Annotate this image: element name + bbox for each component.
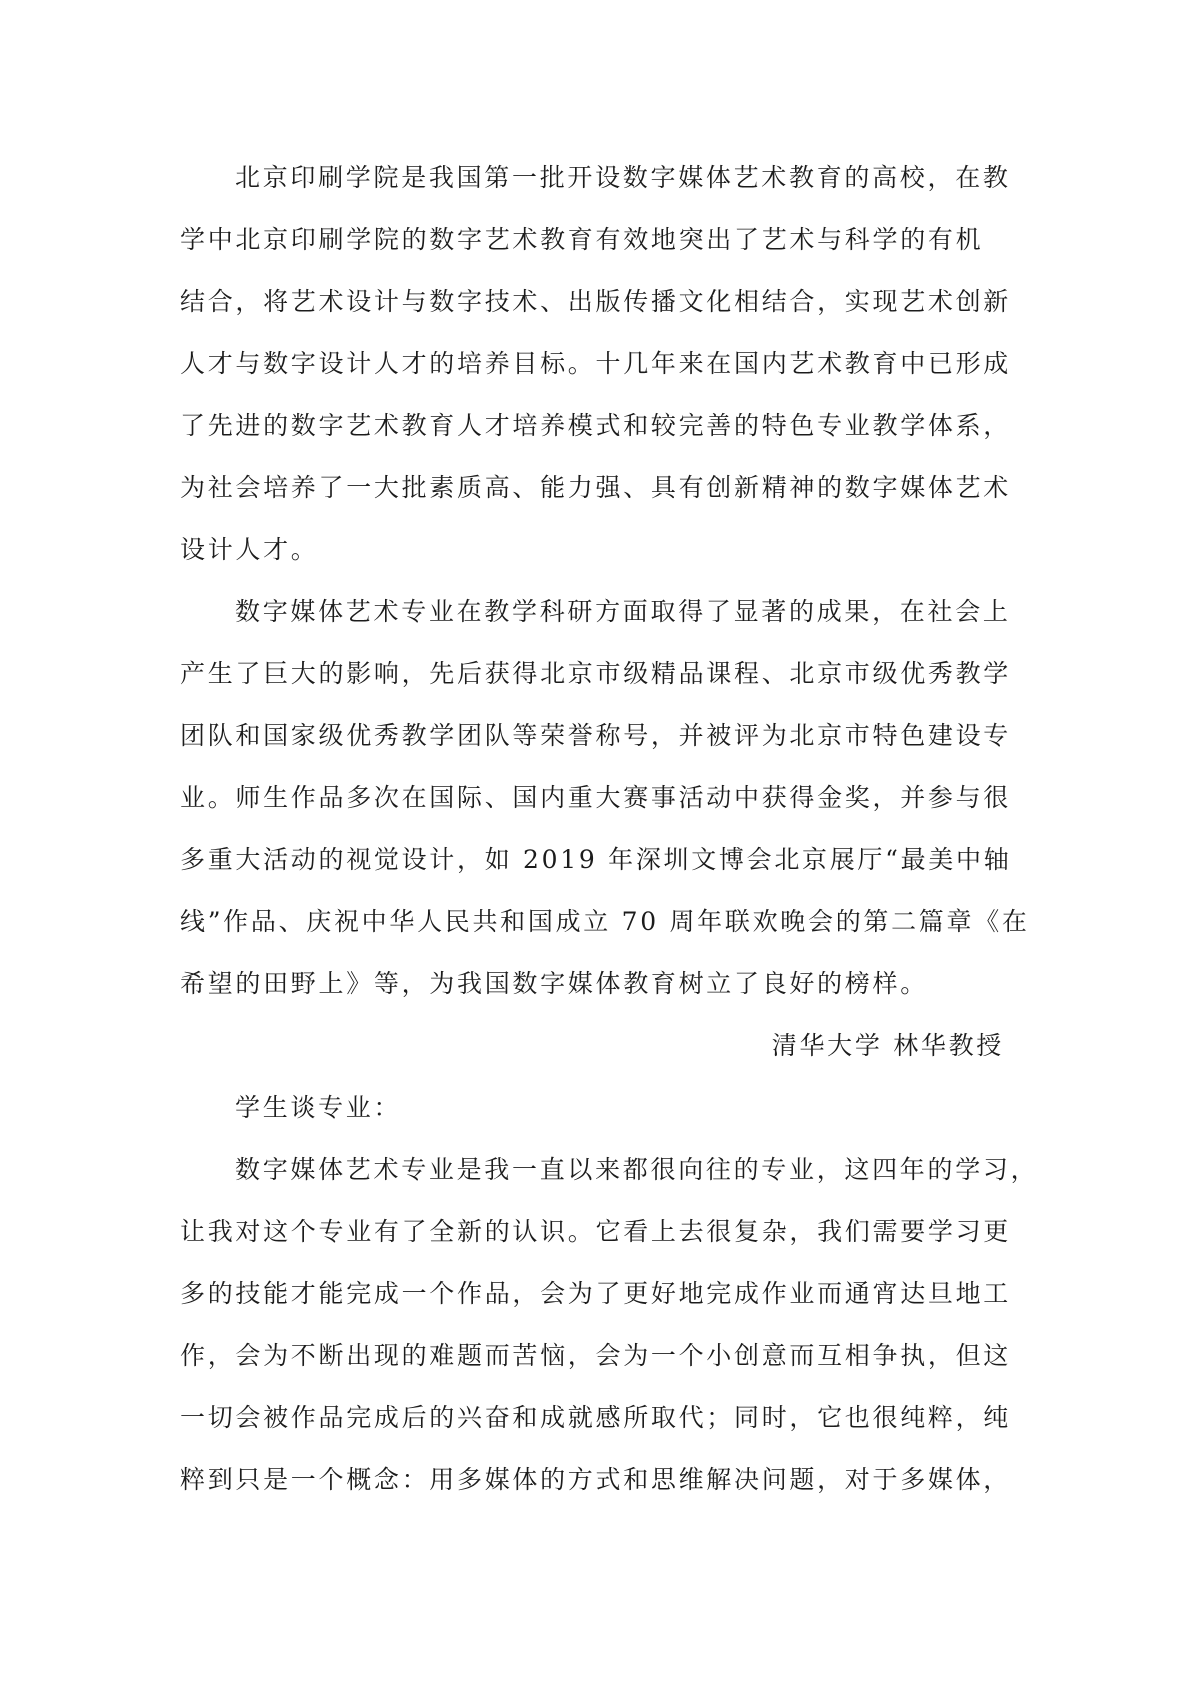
signature: 清华大学 林华教授	[771, 1031, 1004, 1060]
paragraph-line: 线”作品、庆祝中华人民共和国成立 70 周年联欢晚会的第二篇章《在	[180, 907, 1030, 936]
paragraph-line: 一切会被作品完成后的兴奋和成就感所取代；同时，它也很纯粹，纯	[180, 1403, 1012, 1432]
section-heading: 学生谈专业：	[235, 1093, 402, 1122]
paragraph-line: 北京印刷学院是我国第一批开设数字媒体艺术教育的高校，在教	[235, 163, 1011, 192]
paragraph-3	[180, 1139, 1039, 1511]
paragraph-line: 学中北京印刷学院的数字艺术教育有效地突出了艺术与科学的有机	[180, 225, 984, 254]
paragraph-line: 业。师生作品多次在国际、国内重大赛事活动中获得金奖，并参与很	[180, 783, 1012, 812]
paragraph-line: 结合，将艺术设计与数字技术、出版传播文化相结合，实现艺术创新	[180, 287, 1012, 316]
paragraph-line: 数字媒体艺术专业在教学科研方面取得了显著的成果，在社会上	[235, 597, 1011, 626]
paragraph-line: 人才与数字设计人才的培养目标。十几年来在国内艺术教育中已形成	[180, 349, 1012, 378]
paragraph-line: 让我对这个专业有了全新的认识。它看上去很复杂，我们需要学习更	[180, 1217, 1012, 1246]
paragraph-line: 作，会为不断出现的难题而苦恼，会为一个小创意而互相争执，但这	[180, 1341, 1012, 1370]
document-page	[180, 147, 1039, 1511]
paragraph-line: 团队和国家级优秀教学团队等荣誉称号，并被评为北京市特色建设专	[180, 721, 1012, 750]
paragraph-line: 希望的田野上》等，为我国数字媒体教育树立了良好的榜样。	[180, 969, 928, 998]
paragraph-1	[180, 147, 1010, 581]
paragraph-line: 产生了巨大的影响，先后获得北京市级精品课程、北京市级优秀教学	[180, 659, 1012, 688]
paragraph-line: 了先进的数字艺术教育人才培养模式和较完善的特色专业教学体系，	[180, 411, 1012, 440]
paragraph-line: 粹到只是一个概念：用多媒体的方式和思维解决问题，对于多媒体，	[180, 1465, 1012, 1494]
paragraph-line: 设计人才。	[180, 535, 319, 564]
paragraph-line: 为社会培养了一大批素质高、能力强、具有创新精神的数字媒体艺术	[180, 473, 1012, 502]
paragraph-line: 多的技能才能完成一个作品，会为了更好地完成作业而通宵达旦地工	[180, 1279, 1012, 1308]
paragraph-line: 数字媒体艺术专业是我一直以来都很向往的专业，这四年的学习，	[235, 1155, 1039, 1184]
paragraph-2	[180, 581, 1030, 1015]
paragraph-line: 多重大活动的视觉设计，如 2019 年深圳文博会北京展厅“最美中轴	[180, 845, 1012, 874]
